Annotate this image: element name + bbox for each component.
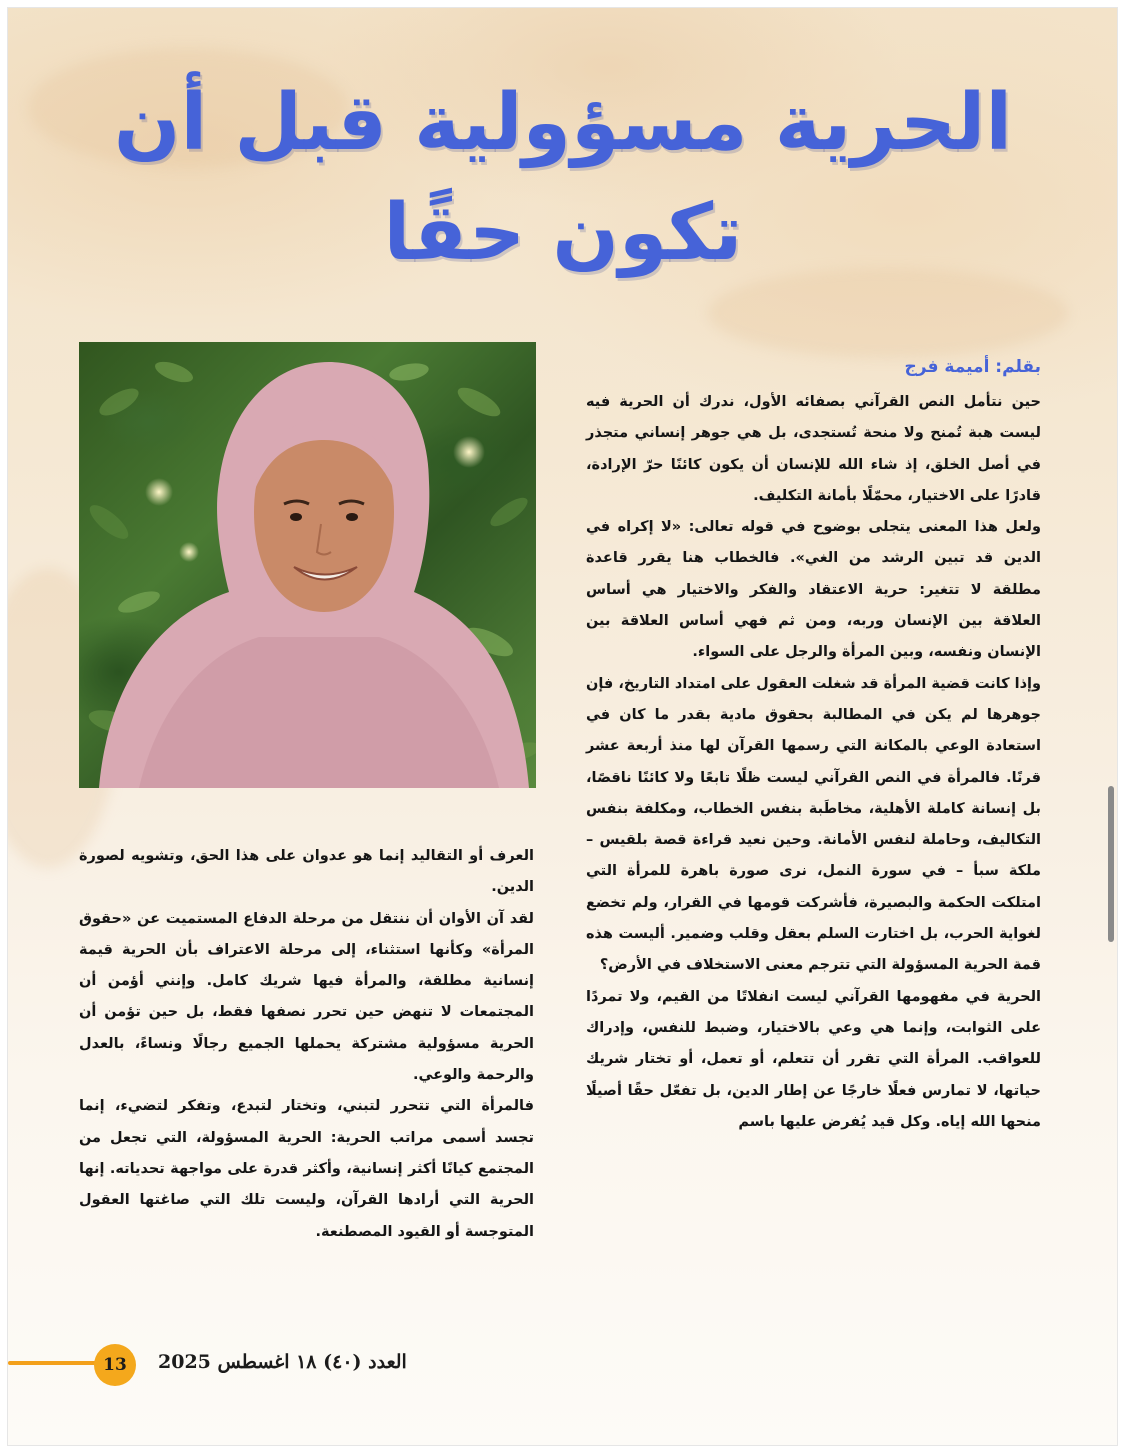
article-paragraph: العرف أو التقاليد إنما هو عدوان على هذا الحق، وتشويه لصورة الدين. [79, 848, 534, 896]
footer-accent-line [8, 1361, 100, 1365]
article-title-line-1: الحرية مسؤولية قبل أن [113, 78, 1013, 168]
author-portrait-illustration [79, 342, 536, 788]
article-paragraph: وإذا كانت قضية المرأة قد شغلت العقول على امتداد التاريخ، فإن جوهرها لم يكن في المطالبة بحقوق مادية بقدر ما كان في استعادة الوعي بالمكانة التي رسمها القرآن لها منذ أربعة عشر قرنًا. فالمرأة في النص القرآني ليست ظلًا تابعًا ولا كائنًا ناقصًا، بل إنسانة كاملة الأهلية، مخاطَبة بنفس الخطاب، ومكلفة بنفس التكاليف، وحاملة لنفس الأمانة. وحين نعيد قراءة قصة بلقيس – ملكة سبأ – في سورة النمل، نرى صورة باهرة للمرأة التي امتلكت الحكمة والبصيرة، فأشركت قومها في القرار، ولم تخضع لغواية الحرب، بل اختارت السلم بعقل وقلب وضمير. أليست هذه قمة الحرية المسؤولة التي تترجم معنى الاستخلاف في الأرض؟ [585, 675, 1041, 974]
article-column-right [586, 387, 1041, 1138]
article-byline: بقلم: أميمة فرج [904, 357, 1041, 377]
vertical-scrollbar-thumb[interactable] [1108, 786, 1114, 942]
issue-info: العدد (٤٠) ١٨ اغسطس 2025 [158, 1351, 407, 1373]
article-paragraph: ولعل هذا المعنى يتجلى بوضوح في قوله تعالى: «لا إكراه في الدين قد تبين الرشد من الغي». فالخطاب هنا يقرر قاعدة مطلقة لا تتغير: حرية الاعتقاد والفكر والاختيار هي أساس العلاقة بين الإنسان وربه، ومن ثم فهي أساس العلاقة بين الإنسان ونفسه، وبين المرأة والرجل على السواء. [586, 519, 1041, 661]
author-photo [79, 342, 536, 788]
article-paragraph: فالمرأة التي تتحرر لتبني، وتختار لتبدع، وتفكر لتضيء، إنما تجسد أسمى مراتب الحرية: الحرية المسؤولة، التي تجعل من المجتمع كيانًا أكثر إنسانية، وأكثر قدرة على مواجهة تحدياته. إنها الحرية التي أرادها القرآن، وليست تلك التي صاغتها العقول المتوجسة أو القيود المصطنعة. [79, 1098, 534, 1240]
magazine-page [8, 8, 1117, 1445]
page-number-badge: 13 [94, 1344, 136, 1386]
article-paragraph: لقد آن الأوان أن ننتقل من مرحلة الدفاع المستميت عن «حقوق المرأة» وكأنها استثناء، إلى مرحلة الاعتراف بأن الحرية قيمة إنسانية مطلقة، والمرأة فيها شريك كامل. وإنني أؤمن أن المجتمعات لا تنهض حين تحرر نصفها فقط، بل حين تؤمن أن الحرية مسؤولية مشتركة يحملها الجميع رجالًا ونساءً، بالعدل والرحمة والوعي. [79, 910, 534, 1084]
article-paragraph: الحرية في مفهومها القرآني ليست انفلاتًا من القيم، ولا تمردًا على الثوابت، وإنما هي وعي بالاختيار، وضبط للنفس، وإدراك للعواقب. المرأة التي تقرر أن تتعلم، أو تعمل، أو تختار شريك حياتها، لا تمارس فعلًا خارجًا عن إطار الدين، بل تفعّل حقًا أصيلًا منحها الله إياه. وكل قيد يُفرض عليها باسم [586, 988, 1041, 1130]
article-title-line-2: تكون حقًا [383, 188, 743, 278]
article-paragraph: حين نتأمل النص القرآني بصفائه الأول، ندرك أن الحرية فيه ليست هبة تُمنح ولا منحة تُستجدى، بل هي جوهر إنساني متجذر في أصل الخلق، إذ شاء الله للإنسان أن يكون كائنًا حرّ الإرادة، قادرًا على الاختيار، محمّلًا بأمانة التكليف. [586, 394, 1041, 504]
background-brush [708, 268, 1068, 358]
article-column-left [79, 841, 534, 1248]
